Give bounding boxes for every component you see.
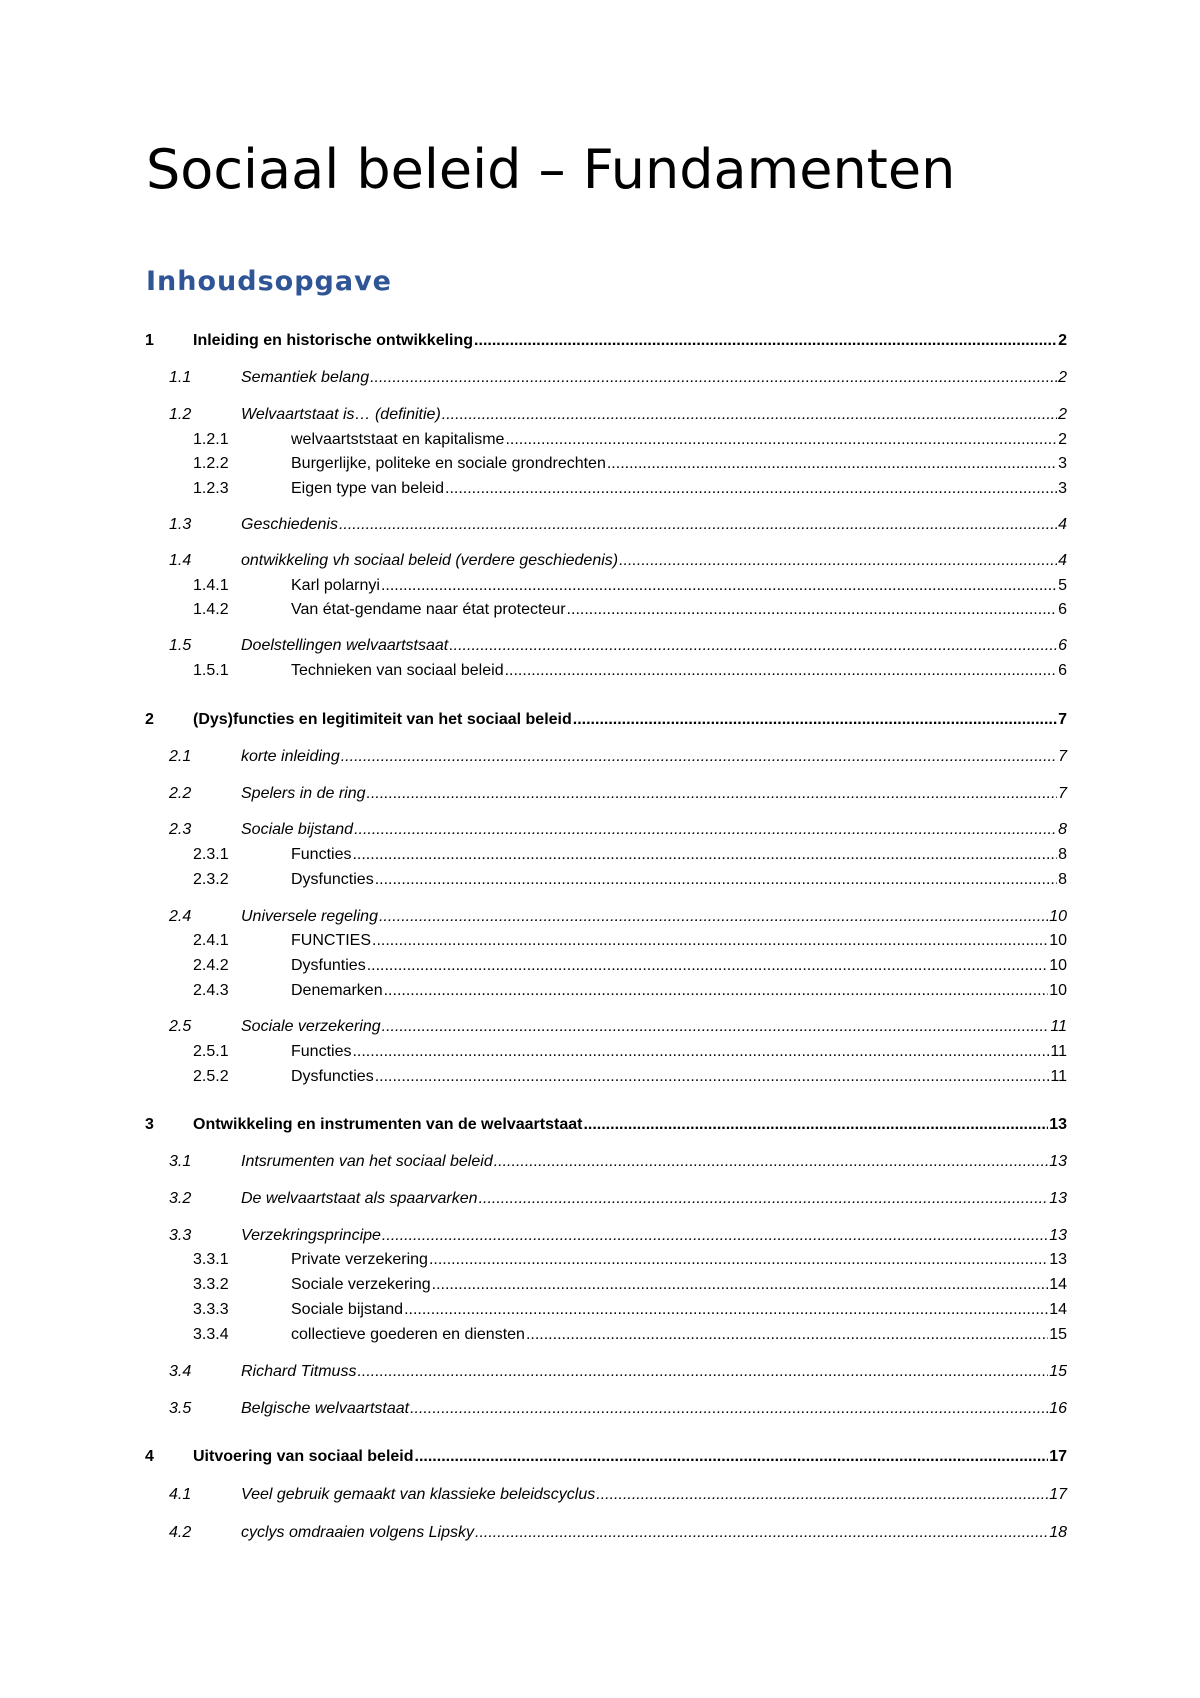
toc-entry[interactable] [0,329,1200,353]
toc-entry-leader [291,1298,1067,1322]
toc-dot-leader [367,782,1058,806]
toc-entry-page: 11 [1050,1018,1067,1035]
toc-entry-leader [291,1065,1067,1089]
toc-entry-number: 3.3.1 [193,1251,229,1268]
toc-entry-number: 1.4 [169,552,192,569]
toc-entry-number: 1.1 [169,369,192,386]
toc-entry-title: Dysfuncties [291,1068,374,1085]
document-title: Sociaal beleid – Fundamenten [146,138,956,201]
toc-entry-title: Sociale verzekering [241,1018,381,1035]
toc-entry-page: 10 [1049,908,1067,925]
toc-entry-leader [193,708,1067,732]
toc-entry-title: Spelers in de ring [241,785,366,802]
toc-entry-number: 2.4 [169,908,192,925]
toc-entry-title: Universele regeling [241,908,378,925]
toc-entry-title: ontwikkeling vh sociaal beleid (verdere geschiedenis) [241,552,619,569]
toc-entry-leader [241,403,1067,427]
toc-dot-leader [573,708,1057,732]
toc-entry-number: 2.5 [169,1018,192,1035]
toc-entry[interactable] [0,1521,1200,1545]
toc-entry-title: Uitvoering van sociaal beleid [193,1448,414,1465]
toc-entry[interactable] [0,1360,1200,1384]
toc-entry-number: 2.4.3 [193,982,229,999]
toc-entry[interactable] [0,598,1200,622]
toc-entry-page: 7 [1058,711,1067,728]
toc-dot-leader [449,634,1057,658]
toc-dot-leader [567,598,1058,622]
toc-entry-number: 2.4.1 [193,932,229,949]
toc-dot-leader [475,1521,1048,1545]
toc-entry[interactable] [0,868,1200,892]
toc-entry-number: 4 [145,1448,154,1465]
toc-entry-title: Van état-gendame naar état protecteur [291,601,566,618]
toc-entry-title: Dysfunties [291,957,366,974]
toc-dot-leader [352,1040,1049,1064]
toc-entry-number: 4.1 [169,1486,192,1503]
toc-entry-leader [241,1360,1067,1384]
toc-entry[interactable] [0,403,1200,427]
toc-entry-title: Dysfuncties [291,871,374,888]
toc-entry[interactable] [0,549,1200,573]
toc-entry[interactable] [0,1224,1200,1248]
toc-entry-title: Sociale verzekering [291,1276,431,1293]
toc-entry-title: (Dys)functies en legitimiteit van het sociaal beleid [193,711,572,728]
toc-entry-page: 11 [1050,1043,1067,1060]
toc-entry-leader [291,574,1067,598]
toc-entry-page: 3 [1058,455,1067,472]
toc-entry-title: De welvaartstaat als spaarvarken [241,1190,478,1207]
toc-entry-title: Eigen type van beleid [291,480,444,497]
toc-entry-leader [241,366,1067,390]
toc-entry[interactable] [0,634,1200,658]
toc-entry-leader [241,1483,1067,1507]
toc-entry-number: 1 [145,332,154,349]
toc-dot-leader [445,477,1057,501]
toc-dot-leader [607,452,1057,476]
toc-dot-leader [404,1298,1048,1322]
toc-entry-leader [291,954,1067,978]
toc-entry-number: 1.2 [169,406,192,423]
toc-entry-page: 17 [1049,1486,1067,1503]
toc-entry[interactable] [0,366,1200,390]
toc-dot-leader [479,1187,1049,1211]
toc-entry-leader [291,452,1067,476]
toc-entry-page: 2 [1058,369,1067,386]
toc-entry-title: Inleiding en historische ontwikkeling [193,332,474,349]
toc-entry[interactable] [0,452,1200,476]
toc-entry[interactable] [0,1298,1200,1322]
toc-entry-number: 1.2.3 [193,480,229,497]
toc-entry-number: 2.4.2 [193,957,229,974]
toc-entry-leader [241,513,1067,537]
toc-entry-number: 4.2 [169,1524,192,1541]
toc-entry[interactable] [0,1445,1200,1469]
toc-entry-number: 2.3.1 [193,846,229,863]
toc-entry-page: 10 [1049,957,1067,974]
toc-entry-number: 3.5 [169,1400,192,1417]
toc-entry-leader [193,329,1067,353]
toc-entry-page: 8 [1058,871,1067,888]
toc-entry-page: 18 [1049,1524,1067,1541]
toc-entry-leader [291,868,1067,892]
toc-dot-leader [442,403,1057,427]
toc-entry[interactable] [0,574,1200,598]
toc-entry-page: 8 [1058,846,1067,863]
toc-entry-leader [241,1015,1067,1039]
toc-entry-page: 6 [1058,637,1067,654]
toc-dot-leader [367,954,1049,978]
toc-entry-title: Functies [291,846,352,863]
toc-dot-leader [583,1113,1048,1137]
toc-entry[interactable] [0,954,1200,978]
toc-entry-title: cyclys omdraaien volgens Lipsky [241,1524,474,1541]
toc-entry[interactable] [0,659,1200,683]
toc-dot-leader [354,818,1057,842]
toc-entry-leader [241,1150,1067,1174]
toc-entry[interactable] [0,1248,1200,1272]
toc-entry-page: 11 [1050,1068,1067,1085]
toc-entry-title: Sociale bijstand [291,1301,404,1318]
toc-entry-leader [291,598,1067,622]
toc-entry-page: 2 [1058,431,1067,448]
toc-dot-leader [596,1483,1048,1507]
toc-entry-leader [291,979,1067,1003]
toc-entry-title: FUNCTIES [291,932,371,949]
toc-entry-title: Functies [291,1043,352,1060]
toc-entry-number: 2.5.2 [193,1068,229,1085]
toc-entry-title: Geschiedenis [241,516,338,533]
toc-entry-number: 3.2 [169,1190,192,1207]
toc-entry-number: 3.4 [169,1363,192,1380]
toc-entry-number: 3.3.3 [193,1301,229,1318]
toc-dot-leader [372,929,1048,953]
toc-entry-leader [291,477,1067,501]
toc-entry-leader [291,659,1067,683]
toc-entry-number: 2 [145,711,154,728]
toc-entry-leader [193,1445,1067,1469]
toc-dot-leader [370,366,1057,390]
toc-entry-number: 3.3 [169,1227,192,1244]
toc-entry-page: 13 [1049,1227,1067,1244]
toc-entry[interactable] [0,1015,1200,1039]
toc-entry-title: Semantiek belang [241,369,370,386]
toc-entry-number: 3.1 [169,1153,192,1170]
toc-entry-page: 13 [1049,1190,1067,1207]
toc-entry[interactable] [0,818,1200,842]
toc-entry-page: 7 [1058,785,1067,802]
toc-entry-page: 10 [1049,982,1067,999]
toc-entry-leader [241,782,1067,806]
toc-entry-number: 2.3.2 [193,871,229,888]
toc-entry-page: 5 [1058,577,1067,594]
toc-entry-title: Technieken van sociaal beleid [291,662,504,679]
toc-entry-leader [291,1040,1067,1064]
toc-entry-leader [193,1113,1067,1137]
toc-entry-title: Burgerlijke, politeke en sociale grondrechten [291,455,606,472]
toc-dot-leader [384,979,1049,1003]
toc-entry[interactable] [0,513,1200,537]
toc-entry-page: 4 [1058,552,1067,569]
toc-dot-leader [339,513,1057,537]
toc-entry-number: 2.2 [169,785,192,802]
toc-entry-page: 2 [1058,406,1067,423]
toc-entry-leader [241,549,1067,573]
toc-entry-leader [241,1521,1067,1545]
toc-entry-page: 6 [1058,601,1067,618]
toc-entry-number: 3 [145,1116,154,1133]
toc-entry-title: Private verzekering [291,1251,428,1268]
toc-entry-leader [241,1397,1067,1421]
toc-dot-leader [432,1273,1049,1297]
toc-entry-number: 3.3.2 [193,1276,229,1293]
toc-entry-title: Doelstellingen welvaartstsaat [241,637,449,654]
toc-entry-page: 6 [1058,662,1067,679]
toc-entry[interactable] [0,1113,1200,1137]
toc-entry-page: 2 [1058,332,1067,349]
toc-entry-title: Richard Titmuss [241,1363,357,1380]
toc-entry-page: 15 [1049,1363,1067,1380]
toc-dot-leader [505,659,1058,683]
toc-dot-leader [429,1248,1048,1272]
toc-entry-leader [241,745,1067,769]
toc-dot-leader [526,1323,1048,1347]
toc-entry-number: 1.5 [169,637,192,654]
toc-entry[interactable] [0,782,1200,806]
toc-entry[interactable] [0,1187,1200,1211]
toc-entry[interactable] [0,843,1200,867]
toc-entry-title: welvaartststaat en kapitalisme [291,431,505,448]
toc-entry[interactable] [0,1323,1200,1347]
toc-dot-leader [494,1150,1048,1174]
toc-entry-page: 15 [1049,1326,1067,1343]
toc-entry-title: korte inleiding [241,748,340,765]
toc-entry-number: 1.3 [169,516,192,533]
toc-entry-page: 14 [1049,1276,1067,1293]
toc-heading: Inhoudsopgave [146,266,392,297]
toc-entry[interactable] [0,979,1200,1003]
toc-dot-leader [357,1360,1048,1384]
toc-entry-number: 3.3.4 [193,1326,229,1343]
toc-entry-page: 14 [1049,1301,1067,1318]
toc-dot-leader [415,1445,1049,1469]
toc-entry[interactable] [0,745,1200,769]
toc-dot-leader [375,1065,1050,1089]
toc-entry-title: Karl polarnyi [291,577,380,594]
toc-entry-leader [291,843,1067,867]
toc-dot-leader [382,1224,1048,1248]
toc-entry[interactable] [0,1397,1200,1421]
toc-entry-title: Welvaartstaat is… (definitie) [241,406,441,423]
toc-entry[interactable] [0,1483,1200,1507]
toc-entry-leader [241,634,1067,658]
toc-dot-leader [410,1397,1048,1421]
toc-entry-leader [241,905,1067,929]
toc-entry-title: collectieve goederen en diensten [291,1326,525,1343]
toc-entry-number: 1.4.1 [193,577,229,594]
toc-entry-leader [241,1187,1067,1211]
toc-entry-page: 13 [1049,1251,1067,1268]
toc-entry-number: 2.3 [169,821,192,838]
toc-entry[interactable] [0,1065,1200,1089]
toc-entry[interactable] [0,1150,1200,1174]
toc-entry-number: 2.1 [169,748,192,765]
toc-entry-title: Denemarken [291,982,383,999]
toc-entry[interactable] [0,1273,1200,1297]
toc-entry[interactable] [0,929,1200,953]
toc-entry[interactable] [0,708,1200,732]
toc-entry-page: 13 [1049,1153,1067,1170]
toc-dot-leader [505,428,1057,452]
toc-entry-page: 3 [1058,480,1067,497]
toc-entry-page: 4 [1058,516,1067,533]
toc-entry-title: Ontwikkeling en instrumenten van de welvaartstaat [193,1116,583,1133]
toc-entry-page: 16 [1049,1400,1067,1417]
toc-entry-page: 10 [1049,932,1067,949]
toc-entry-title: Veel gebruik gemaakt van klassieke beleidscyclus [241,1486,596,1503]
toc-entry-leader [291,1248,1067,1272]
toc-entry-number: 1.2.1 [193,431,229,448]
toc-entry-title: Sociale bijstand [241,821,354,838]
toc-entry-leader [291,929,1067,953]
toc-entry[interactable] [0,1040,1200,1064]
toc-entry-leader [241,818,1067,842]
toc-entry-leader [291,1273,1067,1297]
toc-entry-page: 17 [1049,1448,1067,1465]
toc-dot-leader [379,905,1048,929]
toc-entry-page: 7 [1058,748,1067,765]
toc-entry-leader [241,1224,1067,1248]
toc-entry-title: Belgische welvaartstaat [241,1400,410,1417]
toc-entry-number: 1.5.1 [193,662,229,679]
toc-entry-number: 1.4.2 [193,601,229,618]
toc-entry-number: 2.5.1 [193,1043,229,1060]
toc-dot-leader [375,868,1057,892]
toc-entry-leader [291,1323,1067,1347]
toc-dot-leader [382,1015,1050,1039]
toc-entry-page: 13 [1049,1116,1067,1133]
toc-dot-leader [619,549,1057,573]
toc-entry[interactable] [0,428,1200,452]
toc-entry-page: 8 [1058,821,1067,838]
toc-entry[interactable] [0,905,1200,929]
toc-dot-leader [352,843,1057,867]
toc-dot-leader [341,745,1057,769]
toc-entry-leader [291,428,1067,452]
toc-dot-leader [474,329,1057,353]
toc-entry-title: Intsrumenten van het sociaal beleid [241,1153,493,1170]
toc-entry[interactable] [0,477,1200,501]
toc-entry-number: 1.2.2 [193,455,229,472]
toc-dot-leader [381,574,1057,598]
toc-entry-title: Verzekringsprincipe [241,1227,381,1244]
